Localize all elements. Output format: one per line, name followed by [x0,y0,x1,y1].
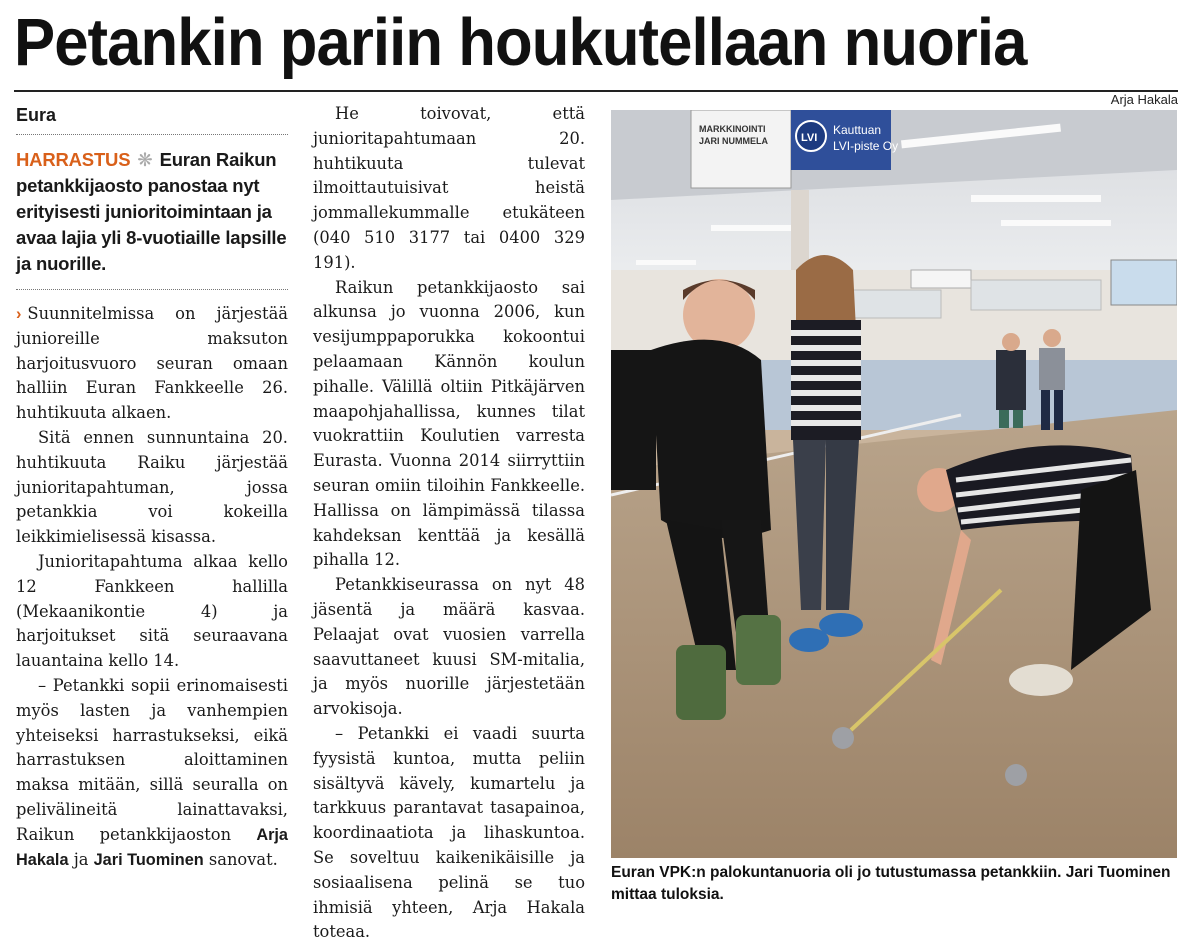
bullet-chevron-icon: › [16,305,22,323]
column-2-body [313,96,585,945]
paragraph-text: Suunnitelmissa on järjestää junioreille maksuton harjoitusvuoro seuran omaan halliin Euran Fankkeelle 26. huhtikuuta alkaen. [16,304,288,423]
paragraph [16,302,288,426]
column-2 [313,96,585,945]
banner-text: JARI NUMMELA [699,136,768,146]
paragraph: Sitä ennen sunnuntaina 20. huhtikuuta Raiku järjestää junioritapahtuman, jossa petankkia voi kokeilla leikkimielisessä kisassa. [16,427,288,547]
banner-text: Kauttuan [833,123,882,137]
paragraph: He toivovat, että junioritapahtumaan 20. huhtikuuta tulevat ilmoittautuisivat heistä jommallekummalle etukäteen (040 510 3177 tai 0400 329 191). [313,104,585,272]
person-name: Arja Hakala [16,825,288,869]
article-photo [611,110,1177,858]
photo-illustration [611,110,1177,858]
banner-text: LVI-piste Oy [833,139,899,153]
section-label: Eura [16,105,57,125]
column-1 [16,96,288,872]
headline: Petankin pariin houkutellaan nuoria [14,5,1027,80]
paragraph-text: – Petankki sopii erinomaisesti myös lasten ja vanhempien yhteiseksi harrastukseksi, eikä harrastuksen aloittaminen maksa mitään, sillä seuralla on pelivälineitä lainattavaksi, Raikun petankkijaoston [16,675,288,844]
lvi-logo: LVI [801,132,818,144]
photo-credit: Arja Hakala [1110,92,1178,107]
paragraph-text: ja [68,849,94,869]
column-1-body [16,290,288,872]
paragraph [16,674,288,872]
paragraph: Junioritapahtuma alkaa kello 12 Fankkeen hallilla (Mekaanikontie 4) ja harjoitukset sitä seuraavana lauantaina kello 14. [16,551,288,671]
lead-paragraph [16,135,288,289]
striped-shirt-girl [791,320,861,440]
person-name: Jari Tuominen [93,850,204,869]
paragraph-text: sanovat. [203,849,278,869]
paragraph: Raikun petankkijaosto sai alkunsa jo vuonna 2006, kun vesijumppaporukka kokoontui pelaamaan Kännön koulun pihalle. Välillä oltiin Pitkäjärven maapohjahallissa, kunnes tilat vuokrattiin Koulutien varresta Eurasta. Vuonna 2014 siirryttiin seuran omiin tiloihin Fankkeelle. Hallissa on lämpimässä tilassa kahdeksan kenttää ja kesällä pihalla 12. [313,277,585,570]
kicker: HARRASTUS [16,149,131,170]
paragraph: – Petankki ei vaadi suurta fyysistä kuntoa, mutta peliin sisältyvä kävely, kumartelu ja tarkkuus parantavat tasapainoa, koordinaatiota ja lihaskuntoa. Se soveltuu kaikenikäisille ja sosiaalisena pelinä se tuo ihmisiä yhteen, Arja Hakala toteaa. [313,723,585,942]
photo-caption: Euran VPK:n palokuntanuoria oli jo tutustumassa petankkiin. Jari Tuominen mittaa tuloksia. [611,864,1171,903]
banner-text: MARKKINOINTI [699,124,766,134]
separator-icon: ❋ [137,149,153,170]
paragraph: Petankkiseurassa on nyt 48 jäsentä ja määrä kasvaa. Pelaajat ovat vuosien varrella saavuttaneet kuusi SM-mitalia, ja myös nuorille järjestetään arvokisoja. [313,575,585,719]
lead-text: Euran Raikun petankkijaosto panostaa nyt erityisesti junioritoimintaan ja avaa lajia yli 8-vuotiaille lapsille ja nuorille. [16,149,287,274]
